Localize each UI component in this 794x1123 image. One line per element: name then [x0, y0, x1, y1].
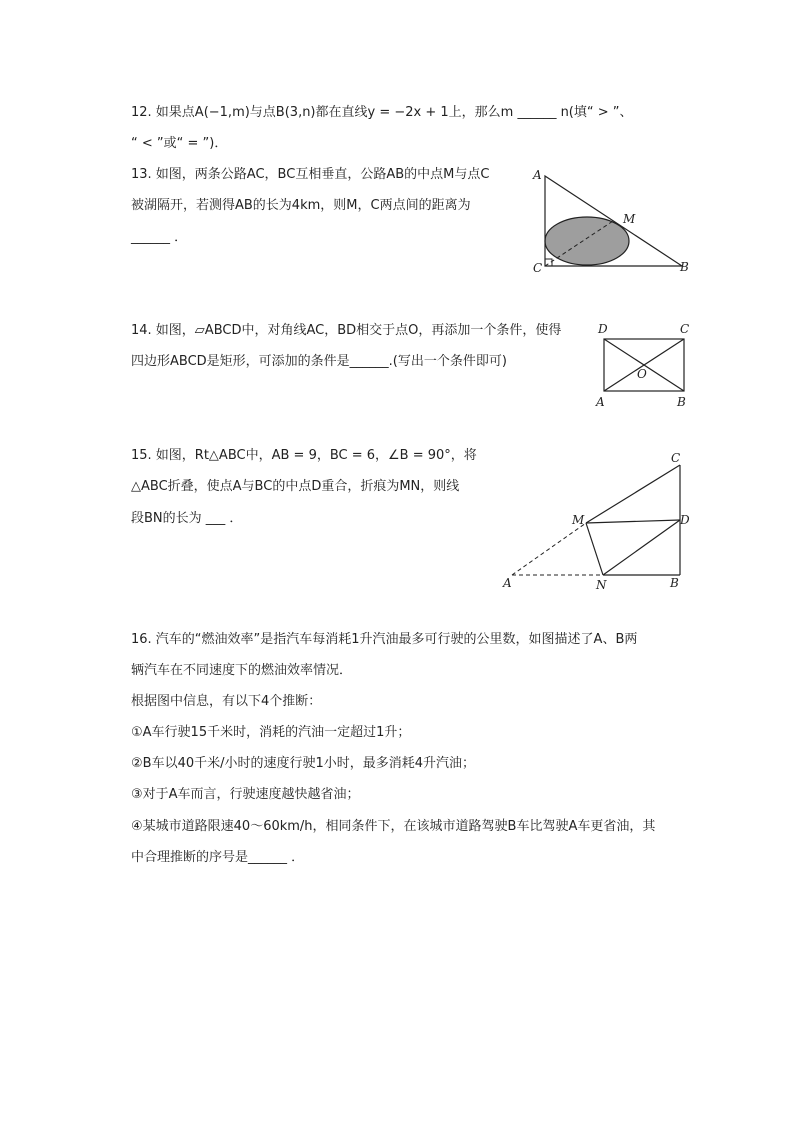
q16-item3: ③对于A车而言，行驶速度越快越省油；: [131, 787, 360, 802]
segment-md: [586, 520, 680, 523]
q12-line2: “ < ”或“ = ”)．: [131, 136, 228, 151]
q16-line2: 辆汽车在不同速度下的燃油效率情况．: [131, 663, 353, 678]
label-o-q14: O: [637, 367, 647, 381]
label-c-q15: C: [671, 451, 681, 465]
label-a-q13: A: [533, 168, 542, 182]
q15-line1: 15. 如图，Rt△ABC中，AB = 9，BC = 6，∠B = 90°，将: [131, 448, 477, 463]
label-c-q14: C: [680, 322, 690, 336]
q16-line3: 根据图中信息，有以下4个推断：: [131, 694, 322, 709]
segment-nd: [603, 520, 680, 575]
q14-line2: 四边形ABCD是矩形，可添加的条件是______.(写出一个条件即可): [131, 354, 507, 369]
label-c-q13: C: [533, 261, 543, 275]
q16-item5: 中合理推断的序号是______ ．: [131, 850, 305, 865]
segment-cm: [586, 465, 680, 523]
label-d-q14: D: [598, 322, 608, 336]
q13-line3: ______ ．: [131, 230, 188, 245]
q13-line1: 13. 如图，两条公路AC，BC互相垂直，公路AB的中点M与点C: [131, 167, 490, 182]
segment-mn: [586, 523, 603, 575]
label-m-q15: M: [572, 513, 585, 527]
q16-item2: ②B车以40千米/小时的速度行驶1小时，最多消耗4升汽油；: [131, 756, 476, 771]
figure-q13: [532, 168, 689, 275]
q13-line2: 被湖隔开，若测得AB的长为4km，则M，C两点间的距离为: [131, 198, 471, 213]
q16-item1: ①A车行驶15千米时，消耗的汽油一定超过1升；: [131, 725, 411, 740]
label-b-q14: B: [677, 395, 686, 409]
segment-am-dashed: [512, 523, 586, 575]
label-b-q13: B: [680, 260, 689, 274]
figure-q15: [502, 451, 690, 592]
q15-line3: 段BN的长为 ___ ．: [131, 511, 243, 526]
q16-line1: 16. 汽车的“燃油效率”是指汽车每消耗1升汽油最多可行驶的公里数，如图描述了A、B两: [131, 632, 638, 647]
figure-q14: [595, 322, 689, 409]
q14-line1: 14. 如图，▱ABCD中，对角线AC，BD相交于点O，再添加一个条件，使得: [131, 323, 562, 338]
label-n-q15: N: [596, 578, 607, 592]
label-a-q14: A: [596, 395, 605, 409]
label-d-q15: D: [680, 513, 690, 527]
q15-line2: △ABC折叠，使点A与BC的中点D重合，折痕为MN，则线: [131, 479, 460, 494]
label-b-q15: B: [670, 576, 679, 590]
q12-line1: 12. 如果点A(−1,m)与点B(3,n)都在直线y = −2x + 1上，那么m ______ n(填“ > ”、: [131, 105, 633, 120]
q16-item4: ④某城市道路限速40～60km/h，相同条件下，在该城市道路驾驶B车比驾驶A车更省油，其: [131, 819, 656, 834]
label-m-q13: M: [623, 212, 636, 226]
label-a-q15: A: [503, 576, 512, 590]
